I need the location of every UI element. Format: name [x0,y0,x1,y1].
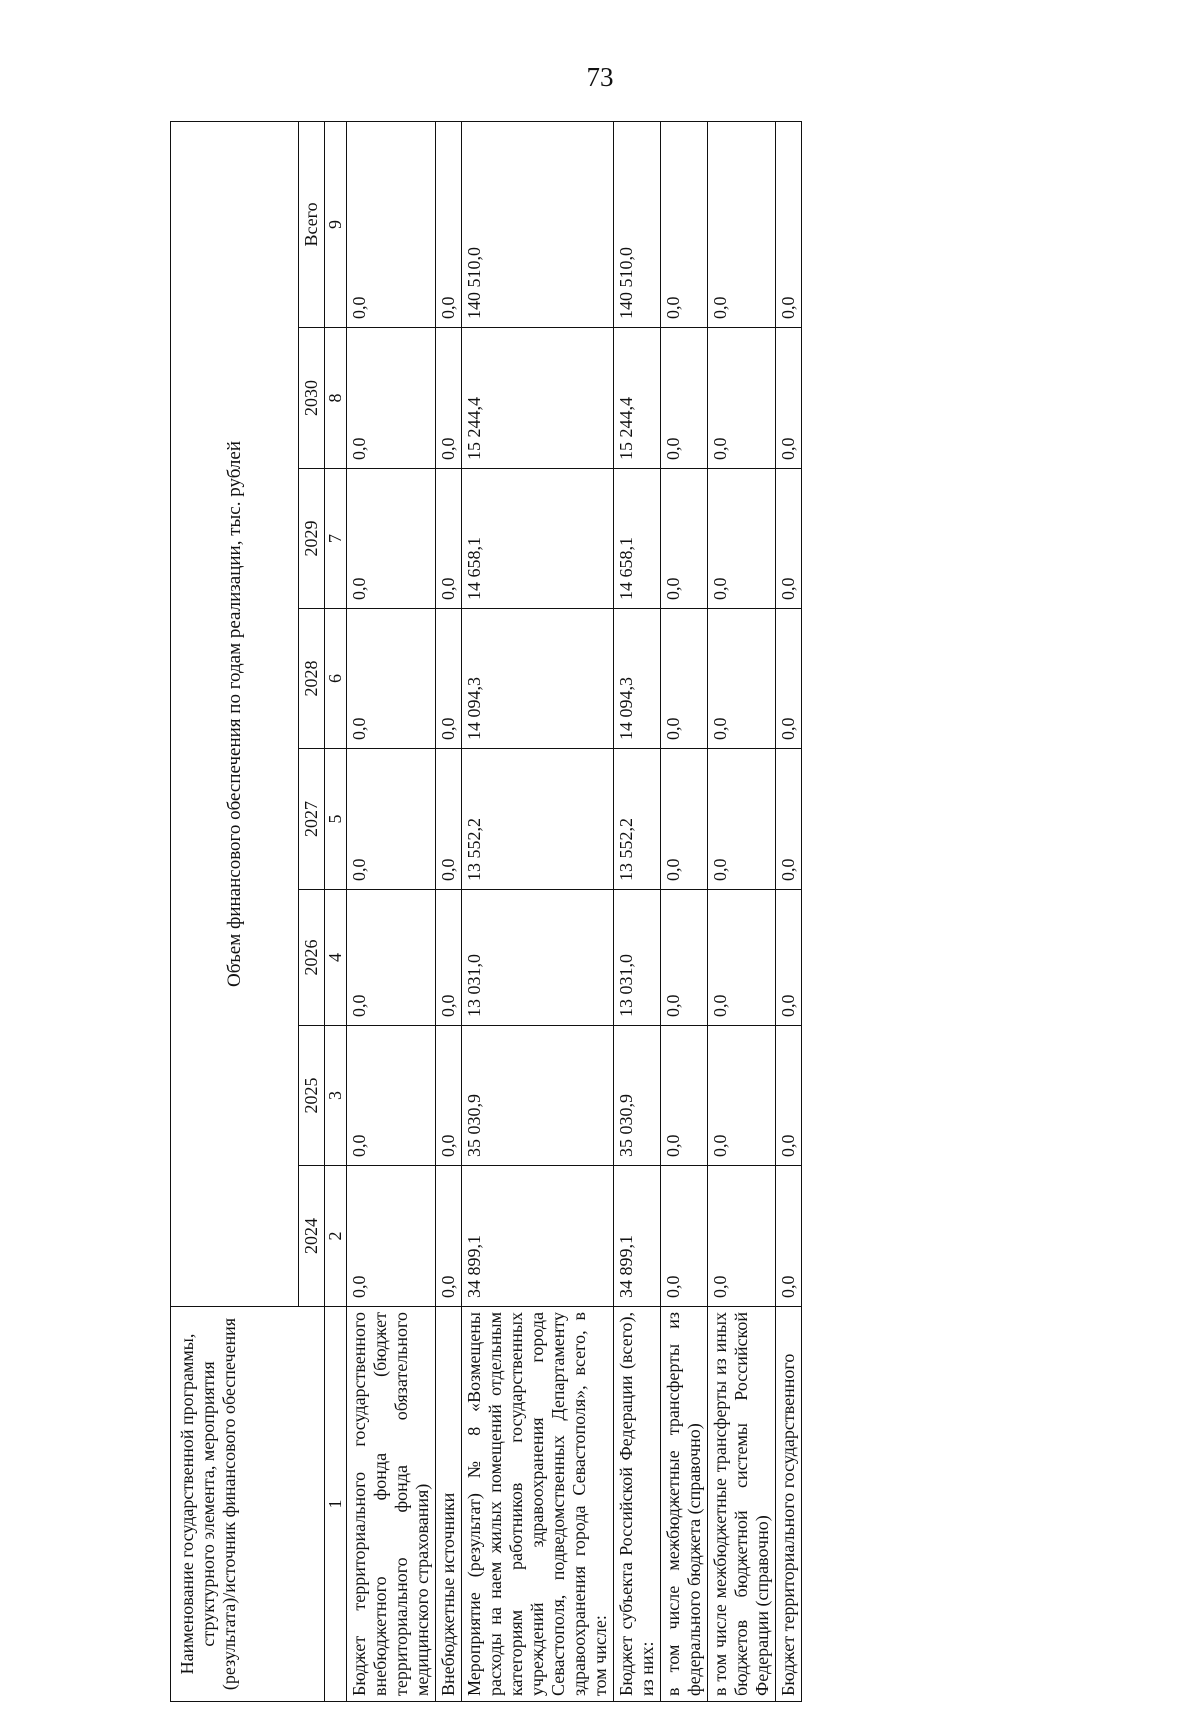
table-row [436,121,462,1701]
row-name: Бюджет территориального государственного внебюджетного фонда (бюджет территориального фонда обязательного медицинского страхования) [347,1307,436,1702]
row-value-cell: 14 094,3 [614,609,661,749]
row-value-cell: 0,0 [708,469,776,609]
row-value-cell: 13 552,2 [614,749,661,890]
row-value-cell: 0,0 [708,1166,776,1307]
row-value-cell: 0,0 [436,1166,462,1307]
column-number: 5 [325,749,347,890]
column-number: 8 [325,328,347,469]
financing-table [170,121,802,1702]
row-value-cell: 0,0 [347,1026,436,1166]
year-header: 2028 [299,609,325,749]
row-value-cell: 0,0 [661,328,708,469]
row-value-cell: 0,0 [347,328,436,469]
column-number: 1 [325,1307,347,1702]
column-number: 9 [325,121,347,327]
row-value-cell: 15 244,4 [462,328,614,469]
row-value-cell: 0,0 [776,749,802,890]
row-value-cell: 34 899,1 [462,1166,614,1307]
header-row [171,121,299,1701]
row-value-cell: 0,0 [436,469,462,609]
row-name: Бюджет субъекта Российской Федерации (всего), из них: [614,1307,661,1702]
row-value-cell: 14 658,1 [462,469,614,609]
row-total-cell: 0,0 [347,121,436,327]
row-value-cell: 0,0 [347,1166,436,1307]
row-value-cell: 0,0 [776,609,802,749]
row-name: Мероприятие (результат) № 8 «Возмещены расходы на наем жилых помещений отдельным категориям работников государственных учреждений здравоохранения города Севастополя, подведомственных Департаменту здравоохранения города Севастополя», всего, в том числе: [462,1307,614,1702]
row-total-cell: 140 510,0 [614,121,661,327]
row-value-cell: 0,0 [347,890,436,1026]
row-name: в том числе межбюджетные трансферты из иных бюджетов бюджетной системы Российской Федерации (справочно) [708,1307,776,1702]
row-value-cell: 0,0 [436,609,462,749]
row-value-cell: 0,0 [661,749,708,890]
year-header: 2025 [299,1026,325,1166]
row-value-cell: 0,0 [708,328,776,469]
row-value-cell: 0,0 [776,328,802,469]
financing-group-header: Объем финансового обеспечения по годам реализации, тыс. рублей [171,121,299,1306]
row-value-cell: 0,0 [661,609,708,749]
row-value-cell: 0,0 [661,1166,708,1307]
year-header: 2029 [299,469,325,609]
row-value-cell: 13 552,2 [462,749,614,890]
row-name: Внебюджетные источники [436,1307,462,1702]
row-value-cell: 0,0 [708,1026,776,1166]
page-number: 73 [586,62,614,92]
name-column-header: Наименование государственной программы, структурного элемента, мероприятия (результата)/источник финансового обеспечения [171,1307,325,1702]
row-value-cell: 0,0 [436,749,462,890]
row-value-cell: 0,0 [708,749,776,890]
table-row [776,121,802,1701]
row-total-cell: 0,0 [708,121,776,327]
year-header: 2024 [299,1166,325,1307]
row-value-cell: 0,0 [436,890,462,1026]
table-row [708,121,776,1701]
column-number: 6 [325,609,347,749]
year-header: 2030 [299,328,325,469]
year-header: 2027 [299,749,325,890]
row-value-cell: 0,0 [661,890,708,1026]
year-header: 2026 [299,890,325,1026]
row-value-cell: 0,0 [776,469,802,609]
row-total-cell: 0,0 [661,121,708,327]
table-row [614,121,661,1701]
row-name: Бюджет территориального государственного [776,1307,802,1702]
row-name: в том числе межбюджетные трансферты из федерального бюджета (справочно) [661,1307,708,1702]
column-numbers-row [325,121,347,1701]
row-value-cell: 15 244,4 [614,328,661,469]
table-row [462,121,614,1701]
row-value-cell: 34 899,1 [614,1166,661,1307]
row-value-cell: 14 094,3 [462,609,614,749]
table-row [661,121,708,1701]
row-value-cell: 14 658,1 [614,469,661,609]
column-number: 3 [325,1026,347,1166]
row-total-cell: 0,0 [436,121,462,327]
row-value-cell: 0,0 [436,1026,462,1166]
row-value-cell: 0,0 [347,609,436,749]
row-total-cell: 0,0 [776,121,802,327]
total-header: Всего [299,121,325,327]
row-value-cell: 13 031,0 [614,890,661,1026]
row-value-cell: 35 030,9 [614,1026,661,1166]
row-total-cell: 140 510,0 [462,121,614,327]
column-number: 7 [325,469,347,609]
row-value-cell: 0,0 [436,328,462,469]
row-value-cell: 0,0 [347,749,436,890]
row-value-cell: 0,0 [347,469,436,609]
rotated-table-container [170,122,1188,1702]
row-value-cell: 35 030,9 [462,1026,614,1166]
row-value-cell: 0,0 [661,469,708,609]
row-value-cell: 0,0 [708,609,776,749]
row-value-cell: 0,0 [708,890,776,1026]
row-value-cell: 13 031,0 [462,890,614,1026]
column-number: 2 [325,1166,347,1307]
table-row [347,121,436,1701]
row-value-cell: 0,0 [776,890,802,1026]
row-value-cell: 0,0 [776,1026,802,1166]
row-value-cell: 0,0 [776,1166,802,1307]
column-number: 4 [325,890,347,1026]
row-value-cell: 0,0 [661,1026,708,1166]
